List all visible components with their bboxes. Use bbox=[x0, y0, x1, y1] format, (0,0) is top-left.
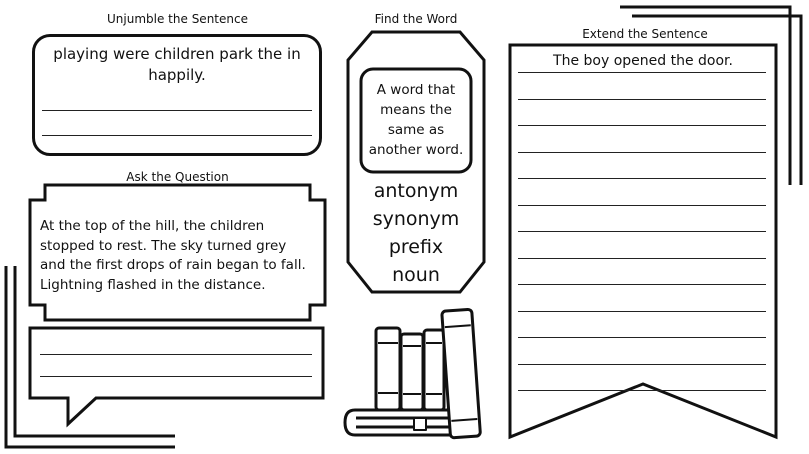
option-antonym[interactable]: antonym bbox=[373, 180, 459, 202]
extend-answer-line[interactable] bbox=[518, 231, 766, 232]
unjumble-answer-line-1[interactable] bbox=[42, 110, 312, 111]
option-synonym[interactable]: synonym bbox=[372, 208, 460, 230]
extend-answer-line[interactable] bbox=[518, 390, 766, 391]
extend-answer-line[interactable] bbox=[518, 258, 766, 259]
find-options bbox=[352, 177, 480, 289]
extend-heading: Extend the Sentence bbox=[582, 27, 708, 41]
ask-heading: Ask the Question bbox=[126, 170, 229, 184]
unjumble-answer-line-2[interactable] bbox=[42, 135, 312, 136]
extend-sentence: The boy opened the door. bbox=[553, 53, 733, 69]
extend-banner bbox=[510, 45, 776, 437]
find-clue: A word that means the same as another word. bbox=[368, 82, 464, 158]
ask-answer-line-1[interactable] bbox=[40, 354, 312, 355]
extend-answer-line[interactable] bbox=[518, 311, 766, 312]
option-noun[interactable]: noun bbox=[392, 264, 440, 286]
books-stack-icon bbox=[345, 309, 481, 438]
extend-answer-line[interactable] bbox=[518, 72, 766, 73]
find-heading: Find the Word bbox=[374, 12, 458, 26]
extend-answer-line[interactable] bbox=[518, 152, 766, 153]
unjumble-sentence: playing were children park the in happily. bbox=[53, 45, 301, 84]
extend-answer-line[interactable] bbox=[518, 178, 766, 179]
option-prefix[interactable]: prefix bbox=[388, 236, 444, 258]
unjumble-heading: Unjumble the Sentence bbox=[107, 12, 248, 26]
extend-answer-line[interactable] bbox=[518, 205, 766, 206]
extend-answer-line[interactable] bbox=[518, 337, 766, 338]
extend-answer-line[interactable] bbox=[518, 364, 766, 365]
extend-answer-line[interactable] bbox=[518, 125, 766, 126]
ask-passage: At the top of the hill, the children stopped to rest. The sky turned grey and the first drops of rain began to fall. Lightning flashed in the distance. bbox=[40, 218, 306, 293]
extend-answer-line[interactable] bbox=[518, 284, 766, 285]
ask-answer-line-2[interactable] bbox=[40, 376, 312, 377]
extend-answer-line[interactable] bbox=[518, 99, 766, 100]
